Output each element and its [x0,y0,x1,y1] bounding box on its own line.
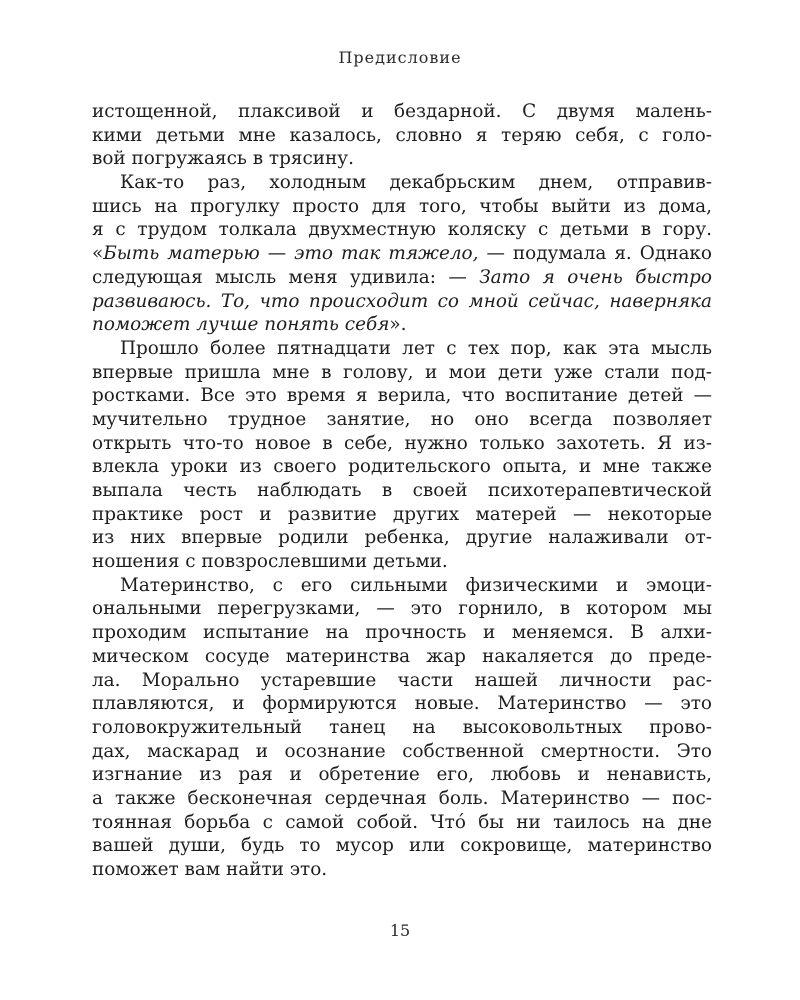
text-line: ношения с повзрослевшими детьми. [92,551,448,573]
italic-quote: Зато я очень быстро [479,266,712,288]
text-line: Материнство, с его сильными физическими и эмоци- [120,574,712,596]
text-line: изгнание из рая и обретение его, любовь и ненависть, [92,764,712,786]
italic-quote: Быть матерью — это так тяжело, [103,243,479,265]
text-line: влекла уроки из своего родительского опыта, и мне также [92,456,712,478]
italic-quote: развиваюсь. То, что происходит со мной сейчас, наверняка [92,290,712,312]
text-line: мучительно трудное занятие, но оно всегда позволяет [92,408,712,430]
text-line: кими детьми мне казалось, словно я теряю себя, с голо- [92,124,712,146]
paragraph [92,574,712,882]
text-line: Как-то раз, холодным декабрьским днем, отправив- [120,172,712,194]
text-line: ростками. Все это время я верила, что воспитание детей — [92,385,712,407]
text-line: практике рост и развитие других матерей — некоторые [92,503,712,525]
running-head: Предисловие [338,48,462,67]
paragraph [92,100,712,171]
text-line: поможет вам найти это. [92,859,328,880]
italic-quote: поможет лучше понять себя [92,314,390,336]
page-number: 15 [389,921,411,940]
body-text [92,100,712,882]
text-line: впервые пришла мне в голову, и мои дети уже стали под- [92,361,712,383]
text-line: истощенной, плаксивой и бездарной. С двумя малень- [92,101,712,122]
text-line: выпала честь наблюдать в своей психотерапевтической [92,480,712,501]
text-line: «Быть матерью — это так тяжело, — подумала я. Однако [92,243,712,265]
text-line: Прошло более пятнадцати лет с тех пор, как эта мысль [120,337,712,359]
text-line: ональными перегрузками, — это горнило, в котором мы [92,598,712,620]
text-line: головокружительный танец на высоковольтных прово- [92,716,712,738]
text-line: я с трудом толкала двухместную коляску с детьми в гору. [92,219,712,241]
paragraph [92,337,712,574]
text-line: вашей души, будь то мусор или сокровище, материнство [92,835,712,857]
text-line: из них впервые родили ребенка, другие налаживали от- [92,527,712,549]
text-line: плавляются, и формируются новые. Материнство — это [92,693,712,715]
text-line: следующая мысль меня удивила: — Зато я очень быстро [92,266,712,288]
paragraph [92,171,712,337]
text-line: шись на прогулку просто для того, чтобы выйти из дома, [92,195,712,217]
text-line: мическом сосуде материнства жар накаляется до преде- [92,645,712,667]
text-line: ла. Морально устаревшие части нашей личности рас- [92,669,712,691]
text-line: открыть что-то новое в себе, нужно только захотеть. Я из- [92,432,712,454]
text-line: проходим испытание на прочность и меняемся. В алхи- [92,622,712,644]
text-line: поможет лучше понять себя». [92,314,407,336]
text-line [92,290,712,314]
text-line: а также бесконечная сердечная боль. Материнство — пос- [92,787,712,809]
text-line: тоянная борьба с самой собой. Чтó бы ни таилось на дне [92,811,712,833]
text-line: вой погружаясь в трясину. [92,148,354,170]
text-line: дах, маскарад и осознание собственной смертности. Это [92,740,712,762]
